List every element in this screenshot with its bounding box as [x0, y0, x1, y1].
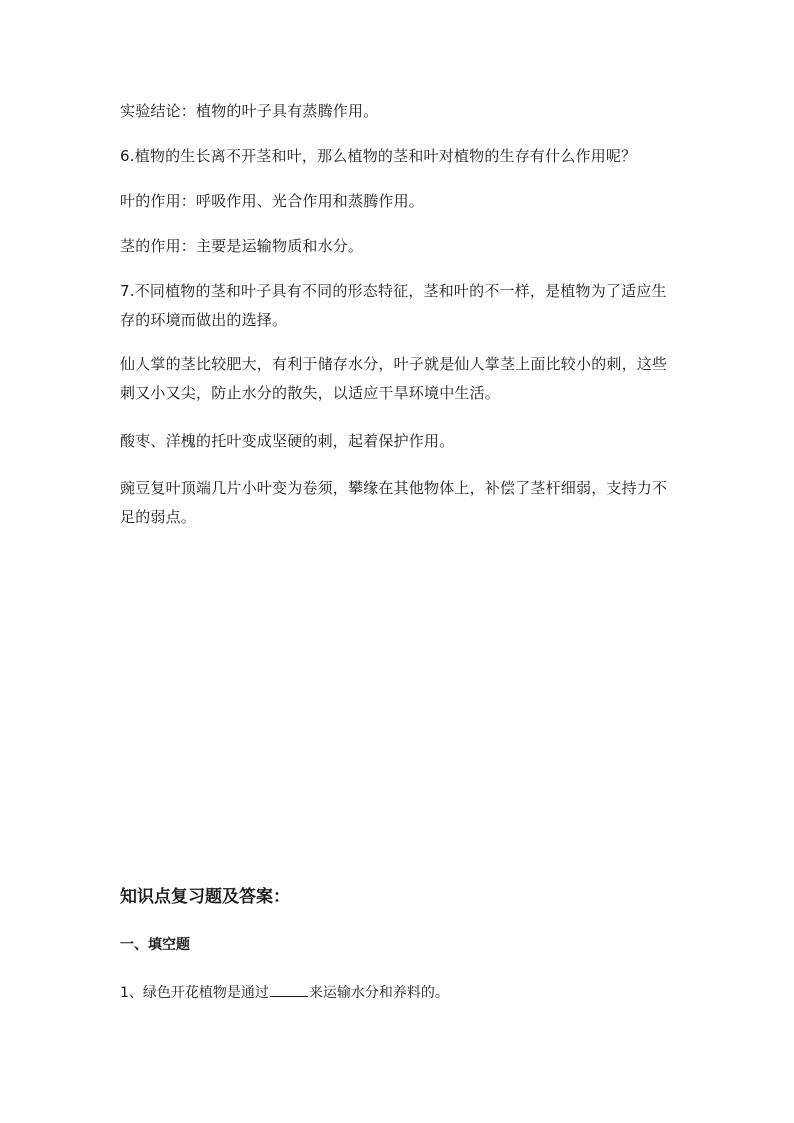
stem-function: 茎的作用：主要是运输物质和水分。: [120, 237, 364, 255]
cactus-paragraph: 仙人掌的茎比较肥大，有利于储存水分，叶子就是仙人掌茎上面比较小的刺，这些刺又小又尖，防止水分的散失，以适应干旱环境中生活。: [120, 355, 668, 402]
review-title: 知识点复习题及答案：: [120, 887, 290, 907]
answer-blank: [270, 982, 308, 997]
point-7: 7.不同植物的茎和叶子具有不同的形态特征，茎和叶的不一样，是植物为了适应生存的环境而做出的选择。: [120, 282, 667, 329]
jujube-paragraph: 酸枣、洋槐的托叶变成坚硬的刺，起着保护作用。: [120, 432, 455, 450]
experiment-conclusion: 实验结论：植物的叶子具有蒸腾作用。: [120, 102, 379, 120]
question-1-text-after: 来运输水分和养料的。: [308, 985, 449, 1001]
leaf-function: 叶的作用：呼吸作用、光合作用和蒸腾作用。: [120, 192, 425, 210]
pea-paragraph: 豌豆复叶顶端几片小叶变为卷须，攀缘在其他物体上，补偿了茎杆细弱，支持力不足的弱点。: [120, 479, 668, 526]
fill-blank-section-title: 一、填空题: [120, 937, 190, 953]
question-6: 6.植物的生长离不开茎和叶，那么植物的茎和叶对植物的生存有什么作用呢？: [120, 147, 637, 165]
question-1-text-before: 1、绿色开花植物是通过: [120, 985, 269, 1001]
fill-blank-question-1: [120, 982, 680, 1004]
